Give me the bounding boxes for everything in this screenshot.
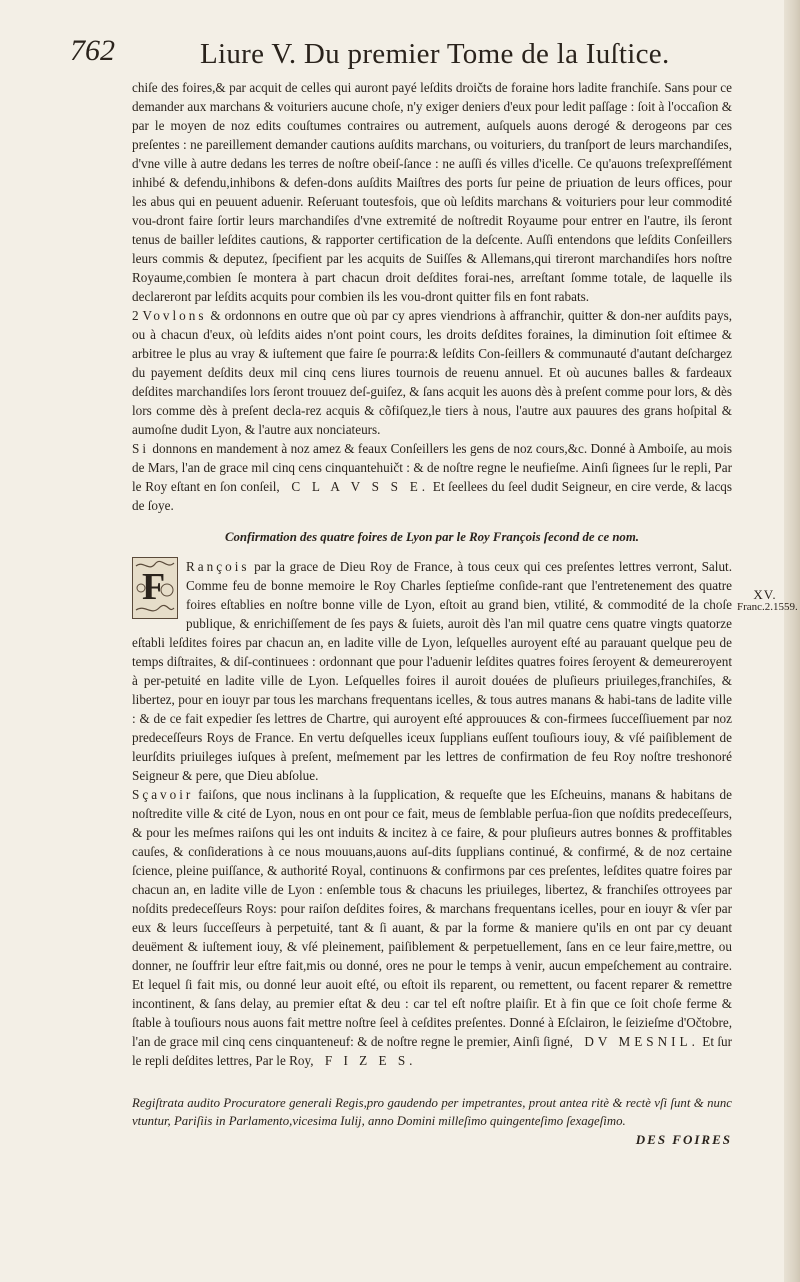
paragraph-lead: Sçavoir <box>132 787 194 802</box>
margin-note-number: XV. <box>753 587 777 602</box>
article-number: 2 <box>132 308 139 323</box>
page-number: 762 <box>70 34 115 67</box>
signature: C L A V S S E. <box>291 479 430 494</box>
paragraph-tail: Et ſur le repli deſdites lettres, Par le Roy, <box>132 1034 733 1068</box>
decorated-initial <box>132 557 178 619</box>
signature: F I Z E S. <box>324 1053 417 1068</box>
registration-note: Regiſtrata audito Procuratore generali Regis,pro gaudendo per impetrantes, prout antea ritè & rectè vſi ſunt & nunc vtuntur, Pariſiis in Parlamento,vicesima Iulij, anno Domini milleſimo quingenteſimo ſexageſimo. <box>132 1096 732 1128</box>
paragraph-text: & ordonnons en outre que où par cy apres viendrions à affranchir, quitter & don-ner auſdits pays, ou à chacun d'eux, où leſdits aides n'ont point cours, les droits deſdites foraines, la diminution ſoit eſtimee & arbitree le plus au vray & iuſtement que faire ſe pourra:& leſdits Con-ſeillers & communauté d'autant deſchargez du payement deſdits deux mil cinq cens liures tournois de reuenu annuel. Et où aucunes balles & fardeaux deſdites marchandiſes lors ſeront trouuez deſ-guiſez, & ſans acquit les auons dès à preſent comme pour lors, & dès lors comme dès à preſent decla-rez acquis & cõfiſquez,le tiers à nous, l'autre aux pauures des grans hoſpital & aumoſne dudit Lyon, & l'autre aux nonciateurs. <box>132 308 733 437</box>
paragraph-lead: Si <box>132 441 149 456</box>
paragraph-lead: Vovlons <box>142 308 207 323</box>
signature: DV MESNIL. <box>584 1034 699 1049</box>
initial-letter: F <box>142 566 166 608</box>
page-header <box>70 30 670 80</box>
running-head: Liure V. Du premier Tome de la Iuſtice. <box>200 38 670 70</box>
paragraph-5 <box>132 785 732 1070</box>
page-edge <box>784 0 800 1282</box>
paragraph-2 <box>132 306 732 439</box>
paragraph-1: chiſe des foires,& par acquit de celles qui auront payé leſdits droičts de foraine hors ladite franchiſe. Sans pour ce demander aux marchans & voituriers aucune choſe, n'y exiger deniers d'eux pour ledit paſſage : ſoit à l'occaſion & par le moyen de noz edits couſtumes contraires ou autrement, auſquels auons derogé & derogeons par ces preſentes : ne pareillement demander cautions auſdits marchans, ou voituriers, du tranſport de leurs marchandiſes, d'vne ville à autre dedans les terres de noſtre obeiſ-ſance : ne auſſi és villes d'icelle. Ce qu'auons treſexpreſſément inhibé & defendu,inhibons & defen-dons auſdits Maiſtres des ports ſur peine de priuation de leurs offices, pour les abus qui en peuuent aduenir. Reſeruant toutesfois, que où leſdits marchans & voituriers pour leur commodité vou-dront faire ſortir leurs marchandiſes d'vne extremité de noſtredit Royaume pour entrer en l'autre, ils ſeront tenus de bailler leſdites cautions, & rapporter certification de la deſcente. Auſſi entendons que leſdits Conſeillers leurs commis & deputez, ſpecifient par les acquits de Suiſſes & Allemans,qui tireront marchandiſes hors noſtre Royaume,combien ſe montera à part chacun droit deſdites forai-nes, arreſtant ſomme totale, de laquelle ils declareront par leſdits acquits pour combien ils les vou-dront quitter fils en font rabats. <box>132 80 732 304</box>
paragraph-3 <box>132 439 732 515</box>
page-body <box>132 78 732 1148</box>
paragraph-lead: Rançois <box>186 559 250 574</box>
paragraph-text: par la grace de Dieu Roy de France, à tous ceux qui ces preſentes lettres verront, Salut. Comme feu de bonne memoire le Roy Charles ſeptieſme conſide-rant que l'entretenement des quatre foires eſtablies en noſtre bonne ville de Lyon, eſtoit au grand bien, vtilité, & commodité de la choſe publique, & enrichiſſement de ſes pays & ſuiets, auroit dès l'an mil quatre cens quatre vingts quatorze eſtabli leſdites foires par chacun an, en ladite ville de Lyon, leſquelles auroyent eſté au parauant quelque peu de temps diſtraites, & diſ-continuees : ordonnant que pour l'aduenir leſdites quatres foires ſeroyent & demeureroyent à per-petuité en ladite ville de Lyon. Leſquelles foires il auroit douées de pluſieurs priuileges,franchiſes, & libertez, pour en iouyr par tous les marchans frequentans icelles, & tous autres manans & habi-tans de ladite ville : & de ce fait expedier ſes lettres de Chartre, qui auroyent eſté approuuces & con-firmees ſucceſſiuement par noz predeceſſeurs Roys de France. En vertu deſquelles iceux ſupplians euſſent touſiours iouy, & vſé paiſiblement de leurſdits priuileges iuſques à preſent, meſmement par les lettres de confirmation de feu Roy noſtre treshonoré Seigneur & pere, que Dieu abſolue. <box>132 559 733 783</box>
margin-note-ref: Franc.2.1559. <box>737 601 798 613</box>
catchword: DES FOIRES <box>635 1132 732 1147</box>
section-caption: Confirmation des quatre foires de Lyon par le Roy François ſecond de ce nom. <box>225 530 639 544</box>
paragraph-text: donnons en mandement à noz amez & feaux Conſeillers les gens de noz cours,&c. Donné à Amboiſe, au mois de Mars, l'an de grace mil cinq cens cinquantehuičt : & de noſtre regne le neufieſme. Ainſi ſignees ſur le repli, Par le Roy eſtant en ſon conſeil, <box>132 441 732 494</box>
paragraph-text: faiſons, que nous inclinans à la ſupplication, & requeſte que les Eſcheuins, manans & habitans de noſtredite ville & cité de Lyon, nous en ont pour ce fait, meus de ſemblable perſua-ſion que noſdits predeceſſeurs, & pour les meſmes raiſons qui les ont induits & incitez à ce faire, & pour pluſieurs autres bonnes & proffitables cauſes, & conſiderations à ce nous mouuans,auons auſ-dits ſupplians continué, & confirmé, & de noz certaine ſcience, pleine puiſſance, & authorité Royal, continuons & confirmons par ces preſentes, leſdites quatre foires par chacun an, en ladite ville de Lyon : enſemble tous & chacuns les priuileges, libertez, & franchiſes ottroyees par noſdits predeceſſeurs Roys: pour raiſon deſdites foires, & marchans frequentans icelles, pour en iouyr & vſer par eux & leurs ſucceſſeurs à perpetuité, tant & ſi auant, & par la forme & maniere qu'ils en ont par cy deuant deuëment & iuſtement iouy, & vſé pleinement, paiſiblement & perpetuellement, ſans en ce leur faire,mettre, ou donner, ne ſouffrir leur eſtre fait,mis ou donné, ores ne pour le temps à venir, aucun empeſchement au contraire. Et lequel ſi fait mis, ou donné leur auoit eſté, ou eſtoit ils reparent, ou remettent, ou facent reparer & remettre incontinent, & ſans delay, au premier eſtat & deu : car tel eſt noſtre plaiſir. Et à fin que ce ſoit choſe ferme & ſtable à touſiours nous auons fait mettre noſtre ſeel à ceſdites preſentes. Donné à Eſclairon, le ſeizieſme d'Očtobre, l'an de grace mil cinq cens cinquanteneuf: & de noſtre regne le premier, Ainſi ſigné, <box>132 787 732 1049</box>
paragraph-tail: Et ſeellees du ſeel dudit Seigneur, en cire verde, & lacqs de ſoye. <box>132 479 733 513</box>
margin-note <box>737 587 798 614</box>
paragraph-4 <box>132 557 732 785</box>
